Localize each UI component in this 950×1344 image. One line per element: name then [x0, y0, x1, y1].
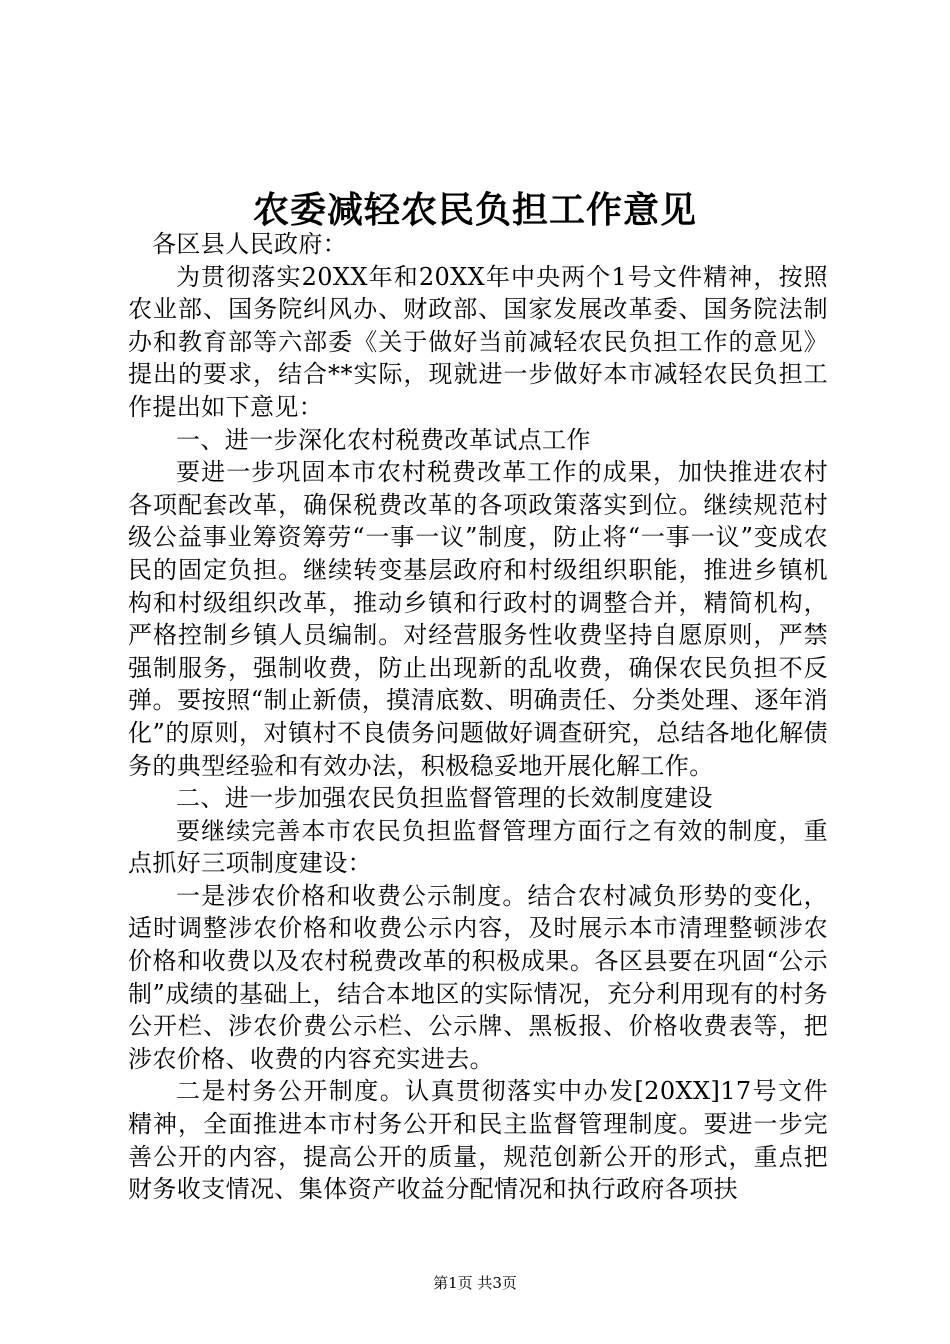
section-heading-1: 一、进一步深化农村税费改革试点工作 [176, 425, 591, 454]
paragraph-item-1: 一是涉农价格和收费公示制度。结合农村减负形势的变化，适时调整涉农价格和收费公示内容，及时展示本市清理整顿涉农价格和收费以及农村税费改革的积极成果。各区县要在巩固“公示制”成绩的基础上，结合本地区的实际情况，充分利用现有的村务公开栏、涉农价费公示栏、公示牌、黑板报、价格收费表等，把涉农价格、收费的内容充实进去。 [128, 881, 828, 1073]
document-body [128, 228, 828, 1206]
paragraph-item-2: 二是村务公开制度。认真贯彻落实中办发[20XX]17号文件精神，全面推进本市村务公开和民主监督管理制度。要进一步完善公开的内容，提高公开的质量，规范创新公开的形式，重点把财务收支情况、集体资产收益分配情况和执行政府各项扶 [128, 1077, 828, 1204]
page-footer: 第1页 共3页 [433, 1274, 517, 1292]
salutation: 各区县人民政府： [152, 230, 348, 258]
section-heading-2: 二、进一步加强农民负担监督管理的长效制度建设 [176, 784, 713, 813]
paragraph-intro: 为贯彻落实20XX年和20XX年中央两个1号文件精神，按照农业部、国务院纠风办、财政部、国家发展改革委、国务院法制办和教育部等六部委《关于做好当前减轻农民负担工作的意见》提出的要求，结合**实际，现就进一步做好本市减轻农民负担工作提出如下意见： [128, 262, 828, 421]
document-title: 农委减轻农民负担工作意见 [252, 189, 697, 231]
paragraph-section-1: 要进一步巩固本市农村税费改革工作的成果，加快推进农村各项配套改革，确保税费改革的各项政策落实到位。继续规范村级公益事业筹资筹劳“一事一议”制度，防止将“一事一议”变成农民的固定负担。继续转变基层政府和村级组织职能，推进乡镇机构和村级组织改革，推动乡镇和行政村的调整合并，精简机构，严格控制乡镇人员编制。对经营服务性收费坚持自愿原则，严禁强制服务，强制收费，防止出现新的乱收费，确保农民负担不反弹。要按照“制止新债，摸清底数、明确责任、分类处理、逐年消化”的原则，对镇村不良债务问题做好调查研究，总结各地化解债务的典型经验和有效办法，积极稳妥地开展化解工作。 [128, 458, 828, 780]
paragraph-section-2-intro: 要继续完善本市农民负担监督管理方面行之有效的制度，重点抓好三项制度建设： [128, 816, 828, 878]
